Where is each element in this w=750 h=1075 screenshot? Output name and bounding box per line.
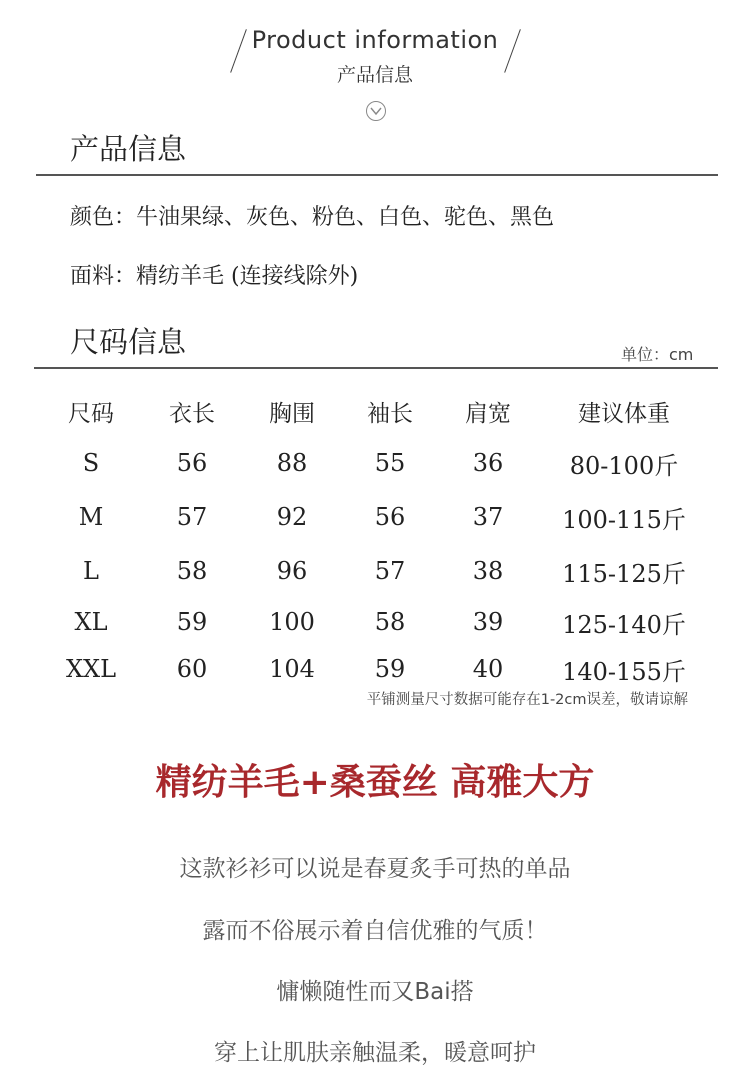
table-cell: 80-100斤 — [569, 451, 679, 480]
header-title-cn: 产品信息 — [336, 64, 413, 86]
table-cell: 57 — [374, 557, 406, 585]
fabric-line: 面料：精纺羊毛 (连接线除外) — [70, 264, 359, 289]
column-header: 袖长 — [367, 400, 413, 427]
table-cell: 88 — [276, 449, 308, 477]
table-row — [40, 542, 710, 600]
size-table-header — [40, 388, 710, 434]
column-header: 衣长 — [169, 400, 215, 427]
column-header: 尺码 — [68, 400, 114, 427]
promo-line: 穿上让肌肤亲触温柔，暖意呵护 — [214, 1040, 536, 1066]
table-cell: 59 — [374, 655, 406, 683]
promo-line: 露而不俗展示着自信优雅的气质！ — [202, 918, 548, 944]
table-cell: 57 — [176, 503, 208, 531]
table-cell: 56 — [374, 503, 406, 531]
column-header: 肩宽 — [465, 400, 511, 427]
table-cell: 96 — [276, 557, 308, 585]
table-cell: 60 — [176, 655, 208, 683]
column-header: 胸围 — [269, 400, 315, 427]
table-cell: 37 — [472, 503, 504, 531]
table-row — [40, 644, 710, 694]
table-row — [40, 492, 710, 542]
size-info-divider — [34, 367, 718, 369]
table-row — [40, 600, 710, 644]
table-cell: M — [78, 503, 104, 531]
table-cell: 59 — [176, 608, 208, 636]
product-info-title: 产品信息 — [70, 132, 187, 166]
table-cell: XL — [74, 608, 108, 636]
table-cell: 40 — [472, 655, 504, 683]
table-cell: 56 — [176, 449, 208, 477]
unit-label: 单位：cm — [621, 345, 694, 364]
promo-line: 这款衫衫可以说是春夏炙手可热的单品 — [179, 856, 571, 882]
promo-line: 慵懒随性而又Bai搭 — [276, 979, 474, 1005]
table-cell: 55 — [374, 449, 406, 477]
size-table — [40, 388, 710, 694]
table-row — [40, 434, 710, 492]
chevron-down-icon — [366, 101, 386, 121]
table-cell: S — [82, 449, 100, 477]
color-line: 颜色：牛油果绿、灰色、粉色、白色、驼色、黑色 — [70, 205, 555, 230]
table-cell: 92 — [276, 503, 308, 531]
header-title-en: Product information — [251, 26, 499, 54]
table-cell: 140-155斤 — [562, 657, 686, 686]
promo-headline: 精纺羊毛+桑蚕丝 高雅大方 — [155, 762, 595, 803]
table-cell: 115-125斤 — [562, 559, 686, 588]
table-cell: XXL — [65, 655, 117, 683]
table-cell: 125-140斤 — [562, 610, 686, 639]
table-cell: 100 — [269, 608, 315, 636]
table-cell: L — [83, 557, 99, 585]
table-cell: 58 — [176, 557, 208, 585]
table-cell: 38 — [472, 557, 504, 585]
column-header: 建议体重 — [578, 400, 670, 427]
size-info-title: 尺码信息 — [70, 325, 187, 359]
table-cell: 104 — [269, 655, 315, 683]
table-cell: 39 — [472, 608, 504, 636]
table-cell: 58 — [374, 608, 406, 636]
table-cell: 100-115斤 — [562, 505, 686, 534]
product-info-divider — [36, 174, 718, 176]
table-cell: 36 — [472, 449, 504, 477]
measurement-note: 平铺测量尺寸数据可能存在1-2cm误差，敬请谅解 — [366, 692, 688, 708]
